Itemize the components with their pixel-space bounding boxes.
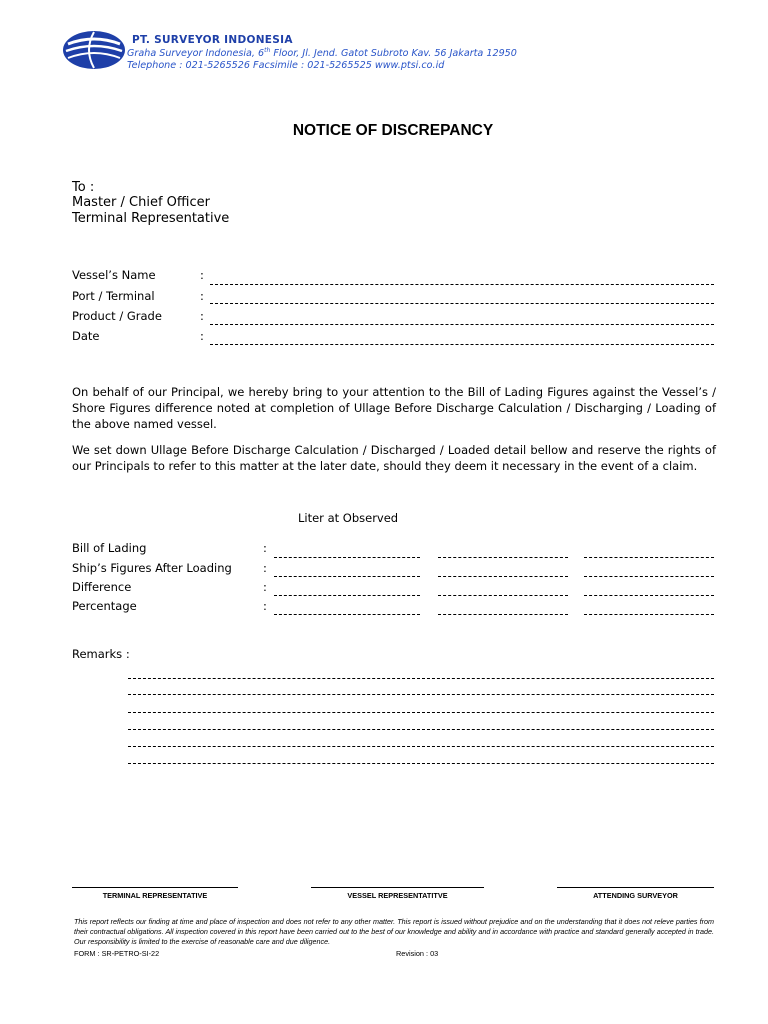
notice-paragraph-1: On behalf of our Principal, we hereby bring to your attention to the Bill of Lading Figures against the Vessel’s / Shore Figures difference noted at completion of Ullage Before Discharge Calculation / Discharging / Loading of the above named vessel.: [72, 385, 716, 431]
form-code: FORM : SR-PETRO-SI-22: [74, 949, 160, 958]
product-grade-label: Product / Grade: [72, 309, 162, 323]
figure-row-label: Bill of Lading: [72, 541, 147, 555]
figure-row-label: Difference: [72, 580, 132, 594]
vessel-name-colon: :: [200, 268, 204, 282]
globe-logo-icon: [62, 30, 126, 70]
port-terminal-colon: :: [200, 289, 204, 303]
terminal-signature-label: TERMINAL REPRESENTATIVE: [102, 891, 208, 900]
figure-blank[interactable]: [274, 614, 420, 615]
product-grade-field[interactable]: [210, 324, 714, 325]
company-address: Graha Surveyor Indonesia, 6th Floor, Jl. Jend. Gatot Subroto Kav. 56 Jakarta 12950: [127, 47, 517, 60]
figure-blank[interactable]: [274, 576, 420, 577]
date-field[interactable]: [210, 344, 714, 345]
figure-row-colon: :: [263, 580, 267, 594]
vessel-signature-label: VESSEL REPRESENTATITVE: [347, 891, 448, 900]
company-name: PT. SURVEYOR INDONESIA: [132, 34, 293, 46]
company-contact: Telephone : 021-5265526 Facsimile : 021-5265525 www.ptsi.co.id: [127, 60, 445, 71]
remarks-line[interactable]: [128, 729, 714, 730]
product-grade-colon: :: [200, 309, 204, 323]
figure-blank[interactable]: [438, 595, 568, 596]
figure-blank[interactable]: [584, 595, 714, 596]
figure-blank[interactable]: [438, 576, 568, 577]
notice-paragraph-2: We set down Ullage Before Discharge Calculation / Discharged / Loaded detail bellow and reserve the rights of our Principals to refer to this matter at the later date, should they deem it necessary in the event of a claim.: [72, 443, 716, 473]
document-title: NOTICE OF DISCREPANCY: [292, 122, 494, 139]
remarks-label: Remarks :: [72, 647, 130, 661]
date-colon: :: [200, 329, 204, 343]
figure-row-colon: :: [263, 561, 267, 575]
figure-row-label: Ship’s Figures After Loading: [72, 561, 232, 575]
date-label: Date: [72, 329, 100, 343]
remarks-line[interactable]: [128, 694, 714, 695]
figure-blank[interactable]: [438, 614, 568, 615]
figure-blank[interactable]: [274, 557, 420, 558]
disclaimer-text: This report reflects our finding at time and place of inspection and does not refer to any other matter. This report is issued without prejudice and on the understanding that it does not releve parties from their contractual obligations. All inspection covered in this report have been carried out to the best of our knowledge and ability and in accordance with practice and standard generally accepted in trade. Our responsibility is limited to the exercise of reasonable care and due diligence.: [74, 917, 714, 946]
figure-blank[interactable]: [584, 557, 714, 558]
figure-row-label: Percentage: [72, 599, 137, 613]
surveyor-signature-label: ATTENDING SURVEYOR: [593, 891, 678, 900]
vessel-signature-line: [311, 887, 484, 888]
figure-blank[interactable]: [584, 576, 714, 577]
recipient-line-1: Master / Chief Officer: [72, 195, 210, 210]
terminal-signature-line: [72, 887, 238, 888]
vessel-name-label: Vessel’s Name: [72, 268, 156, 282]
remarks-line[interactable]: [128, 746, 714, 747]
figure-blank[interactable]: [584, 614, 714, 615]
figure-blank[interactable]: [274, 595, 420, 596]
recipient-line-2: Terminal Representative: [72, 211, 230, 226]
to-label: To :: [72, 180, 95, 195]
surveyor-signature-line: [557, 887, 714, 888]
remarks-line[interactable]: [128, 763, 714, 764]
port-terminal-field[interactable]: [210, 303, 714, 304]
remarks-line[interactable]: [128, 678, 714, 679]
vessel-name-field[interactable]: [210, 284, 714, 285]
figure-row-colon: :: [263, 599, 267, 613]
port-terminal-label: Port / Terminal: [72, 289, 155, 303]
remarks-line[interactable]: [128, 712, 714, 713]
figures-column-header: Liter at Observed: [298, 511, 399, 525]
figure-blank[interactable]: [438, 557, 568, 558]
figure-row-colon: :: [263, 541, 267, 555]
revision-number: Revision : 03: [396, 949, 439, 958]
